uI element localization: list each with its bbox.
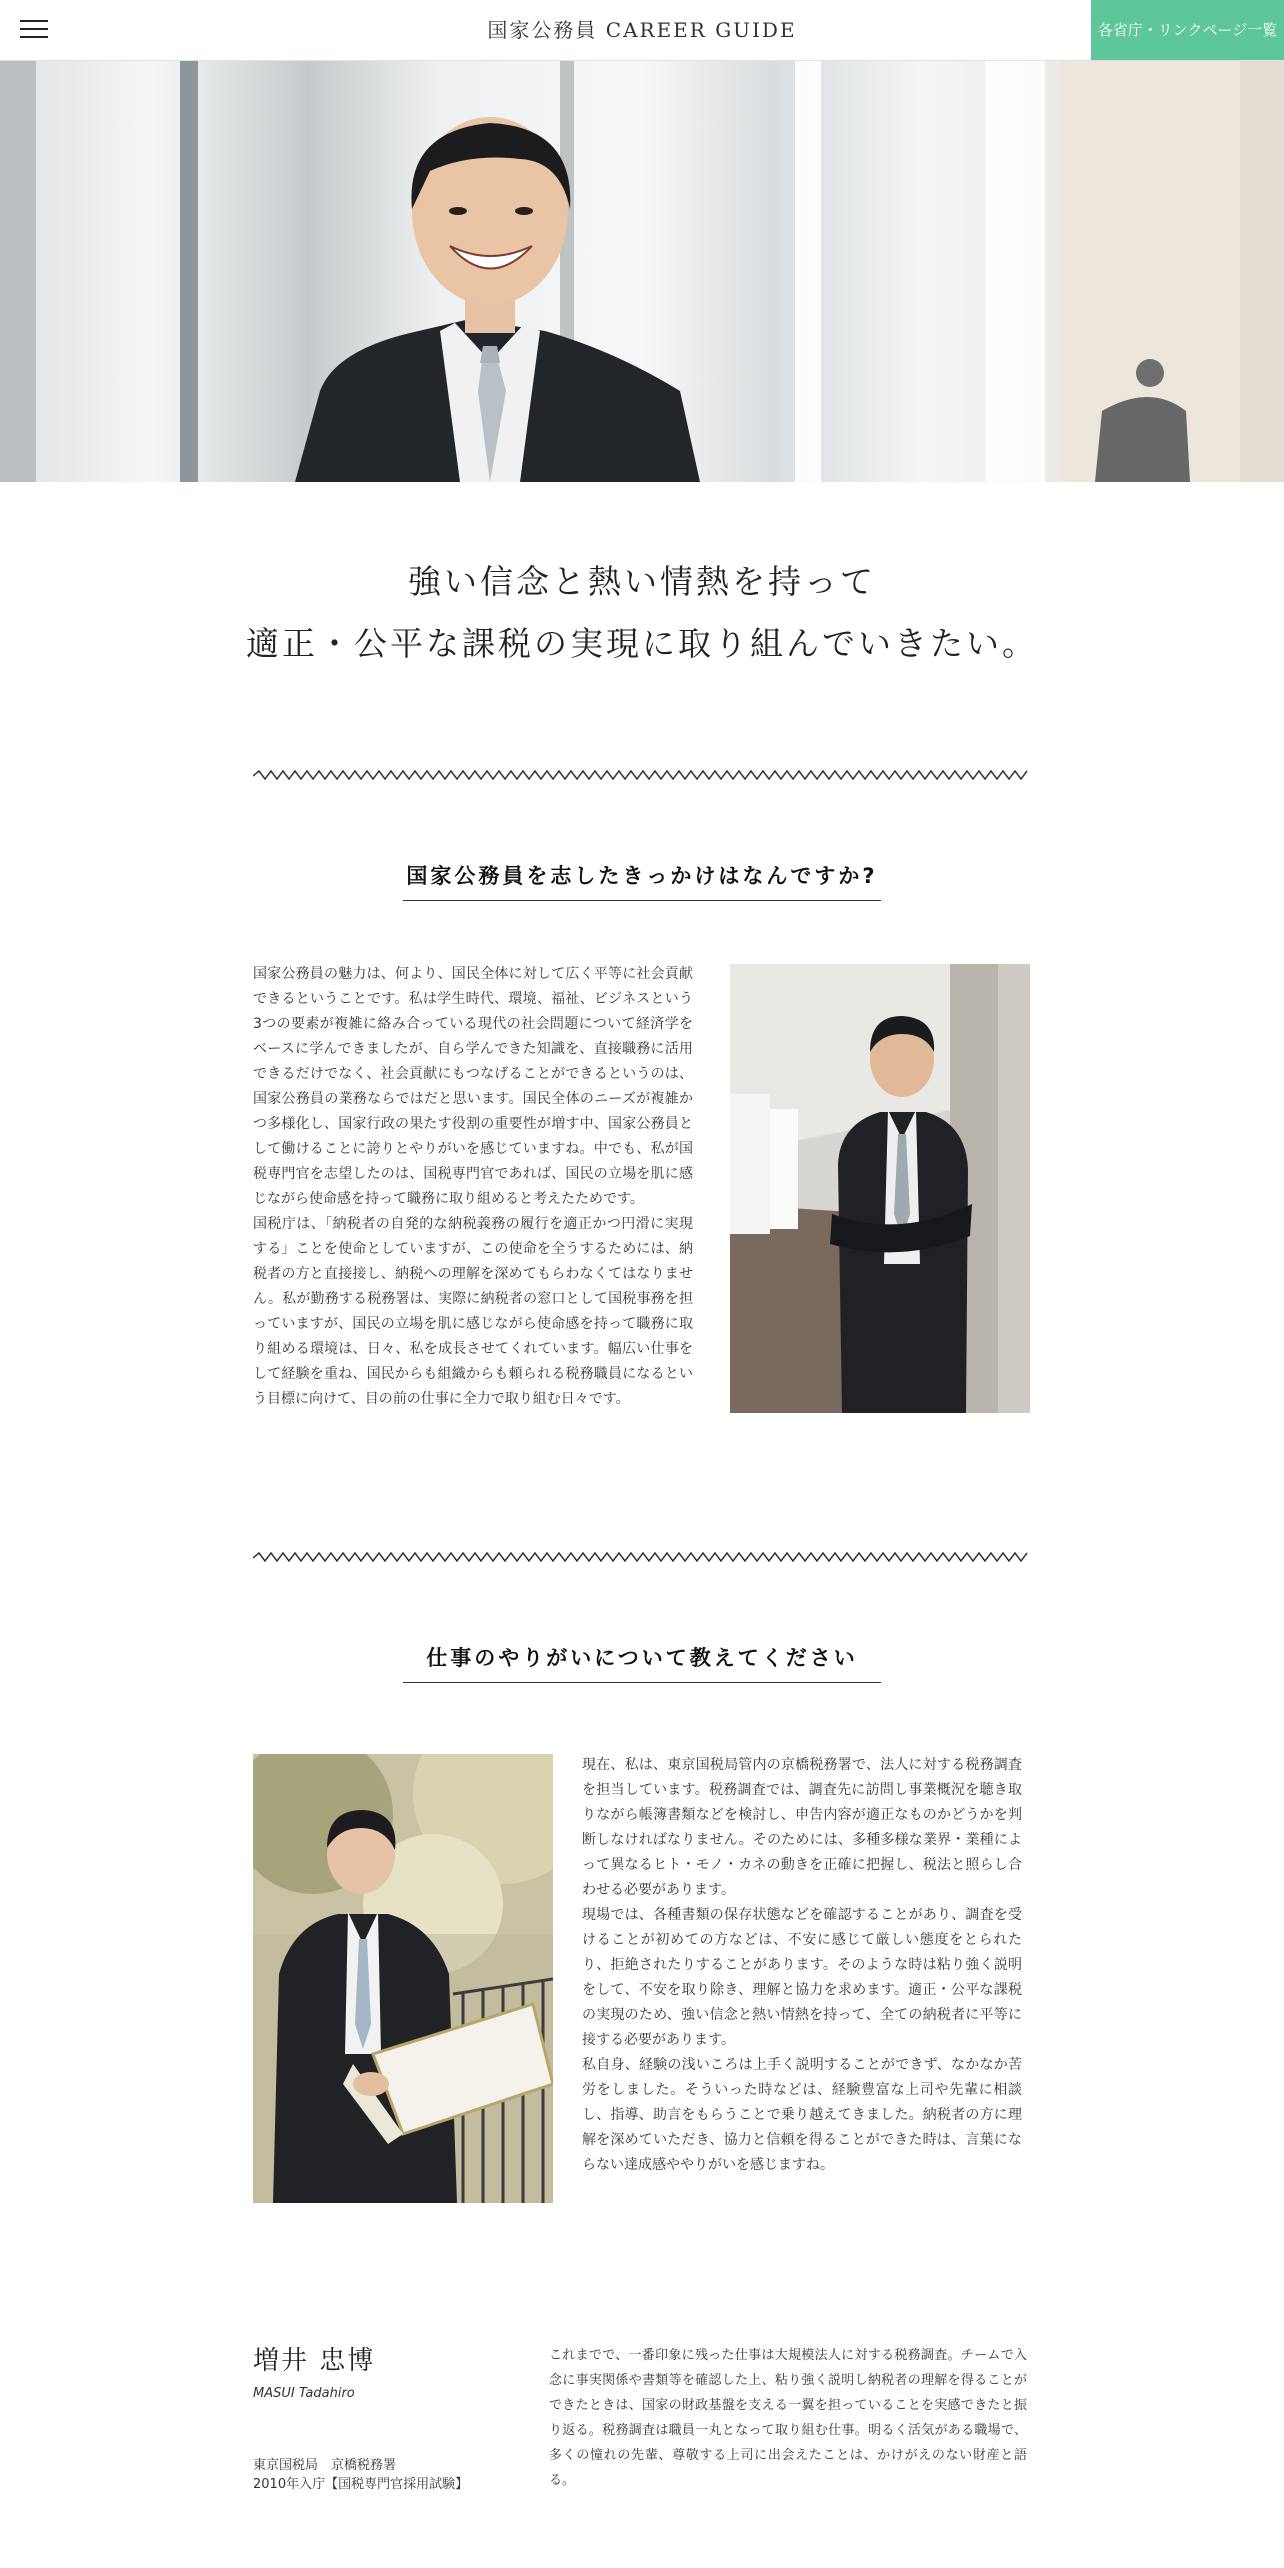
wave-divider: [253, 1550, 1030, 1566]
catch-copy-line-1: 強い信念と熱い情熱を持って: [408, 562, 876, 601]
section1-paragraph: 国税庁は、「納税者の自発的な納税義務の履行を適正かつ円滑に実現する」ことを使命としていますが、この使命を全うするためには、納税者の方と直接接し、納税への理解を深めてもらわなくてはなりません。私が勤務する税務署は、実際に納税者の窓口として国税事務を担っていますが、国民の立場を肌に感じながら使命感を持って職務に取り組める環境は、日々、私を成長させてくれています。幅広い仕事をして経験を重ね、国民からも組織からも頼られる税務職員になるという目標に向けて、目の前の仕事に全力で取り組む日々です。: [253, 1216, 693, 1407]
profile-name: 増井 忠博: [253, 2346, 376, 2376]
section1-body: [253, 962, 693, 1412]
smiling-man-in-suit-photo: [0, 61, 1284, 482]
profile-office: 東京国税局 京橋税務署: [253, 2458, 397, 2473]
section2-paragraph: 現場では、各種書類の保存状態などを確認することがあり、調査を受けることが初めての方などは、不安に感じて厳しい態度をとられたり、拒絶されたりすることがあります。そのような時は粘り強く説明をして、不安を取り除き、理解と協力を求めます。適正・公平な課税の実現のため、強い信念と熱い情熱を持って、全ての納税者に平等に接する必要があります。: [582, 1907, 1022, 2048]
profile-affiliation: [253, 2456, 468, 2494]
site-header: [0, 0, 1284, 61]
man-arms-crossed-in-corridor-photo: [730, 964, 1030, 1413]
section-heading-rewarding-work: 仕事のやりがいについて教えてください: [403, 1642, 881, 1683]
section2-paragraph: 現在、私は、東京国税局管内の京橋税務署で、法人に対する税務調査を担当しています。税務調査では、調査先に訪問し事業概況を聴き取りながら帳簿書類などを検討し、申告内容が適正なものかどうかを判断しなければなりません。そのためには、多種多様な業界・業種によって異なるヒト・モノ・カネの動きを正確に把握し、税法と照らし合わせる必要があります。: [582, 1757, 1022, 1898]
wave-divider: [253, 768, 1030, 784]
ministry-links-button[interactable]: 各省庁・リンクページ一覧: [1091, 0, 1284, 60]
profile-message: これまでで、一番印象に残った仕事は大規模法人に対する税務調査。チームで入念に事実関係や書類等を確認した上、粘り強く説明し納税者の理解を得ることができたときは、国家の財政基盤を支える一翼を担っていることを実感できたと振り返る。税務調査は職員一丸となって取り組む仕事。明るく活気がある職場で、多くの憧れの先輩、尊敬する上司に出会えたことは、かけがえのない財産と語る。: [549, 2348, 1027, 2488]
section2-paragraph: 私自身、経験の浅いころは上手く説明することができず、なかなか苦労をしました。そういった時などは、経験豊富な上司や先輩に相談し、指導、助言をもらうことで乗り越えてきました。納税者の方に理解を深めていただき、協力と信頼を得ることができた時は、言葉にならない達成感ややりがいを感じますね。: [582, 2057, 1022, 2173]
hero-image: [0, 61, 1284, 482]
catch-copy-line-2: 適正・公平な課税の実現に取り組んでいきたい。: [246, 624, 1038, 663]
section1-paragraph: 国家公務員の魅力は、何より、国民全体に対して広く平等に社会貢献できるということです。私は学生時代、環境、福祉、ビジネスという3つの要素が複雑に絡み合っている現代の社会問題について経済学をベースに学んできましたが、自ら学んできた知識を、直接職務に活用できるだけでなく、社会貢献にもつなげることができるというのは、国家公務員の業務ならではだと思います。国民全体のニーズが複雑かつ多様化し、国家行政の果たす役割の重要性が増す中、国家公務員として働けることに誇りとやりがいを感じていますね。中でも、私が国税専門官を志望したのは、国税専門官であれば、国民の立場を肌に感じながら使命感を持って職務に取り組めると考えたためです。: [253, 966, 693, 1207]
man-holding-binder-outdoors-photo: [253, 1754, 553, 2203]
site-title[interactable]: 国家公務員 CAREER GUIDE: [487, 18, 797, 42]
section-heading-motivation: 国家公務員を志したきっかけはなんですか?: [403, 860, 881, 901]
section2-body: [582, 1753, 1022, 2178]
profile-entry-year: 2010年入庁【国税専門官採用試験】: [253, 2477, 469, 2492]
profile-name-roman: MASUI Tadahiro: [253, 2386, 355, 2401]
